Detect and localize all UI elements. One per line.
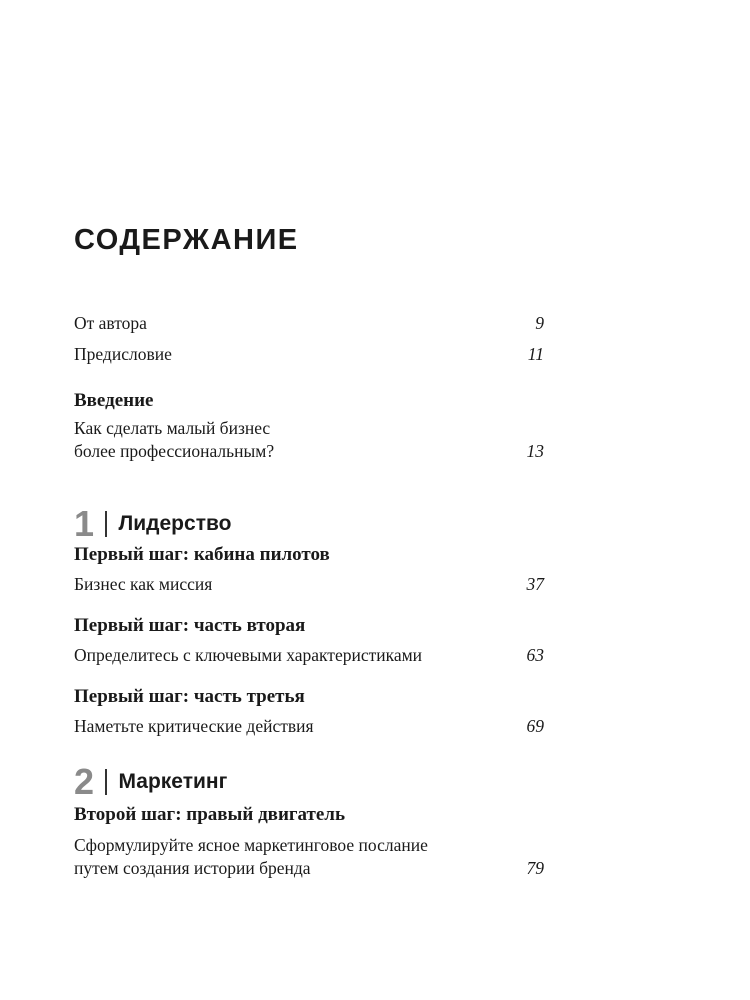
part-header-1 <box>74 503 232 544</box>
intro-heading: Введение <box>74 390 154 411</box>
part-divider <box>105 511 107 537</box>
part-name: Лидерство <box>118 512 232 535</box>
part-name: Маркетинг <box>118 770 228 793</box>
part-divider <box>105 769 107 795</box>
toc-page-number: 37 <box>526 574 544 594</box>
toc-entry-line: Как сделать малый бизнес <box>74 418 271 438</box>
section-heading: Первый шаг: кабина пилотов <box>74 544 330 565</box>
toc-entry-intro[interactable] <box>74 417 544 463</box>
toc-page-number: 79 <box>526 858 544 878</box>
toc-entry-line: путем создания истории бренда <box>74 858 311 878</box>
toc-entry[interactable] <box>74 834 544 880</box>
toc-entry-line: Бизнес как миссия <box>74 574 213 594</box>
page-title: СОДЕРЖАНИЕ <box>74 224 299 256</box>
part-header-2 <box>74 761 228 802</box>
section-heading: Второй шаг: правый двигатель <box>74 804 346 825</box>
toc-entry[interactable] <box>74 573 544 596</box>
part-number: 1 <box>74 503 95 544</box>
toc-page-number: 63 <box>526 645 544 665</box>
toc-entry[interactable] <box>74 644 544 667</box>
toc-entry-author[interactable] <box>74 312 544 335</box>
toc-entry-preface[interactable] <box>74 343 544 366</box>
part-number: 2 <box>74 761 95 802</box>
toc-entry-line: Сформулируйте ясное маркетинговое послание <box>74 835 428 855</box>
toc-entry-text: От автора <box>74 313 147 333</box>
toc-entry-text: Предисловие <box>74 344 172 364</box>
toc-page-number: 11 <box>527 344 544 364</box>
toc-entry-line: Определитесь с ключевыми характеристиками <box>74 645 423 665</box>
toc-entry[interactable] <box>74 715 544 738</box>
toc-entry-line: Наметьте критические действия <box>74 716 314 736</box>
section-heading: Первый шаг: часть третья <box>74 686 305 707</box>
toc-page-number: 69 <box>526 716 544 736</box>
section-heading: Первый шаг: часть вторая <box>74 615 306 636</box>
toc-page-number: 13 <box>526 441 544 461</box>
toc-page-number: 9 <box>535 313 544 333</box>
toc-entry-line: более профессиональным? <box>74 441 275 461</box>
